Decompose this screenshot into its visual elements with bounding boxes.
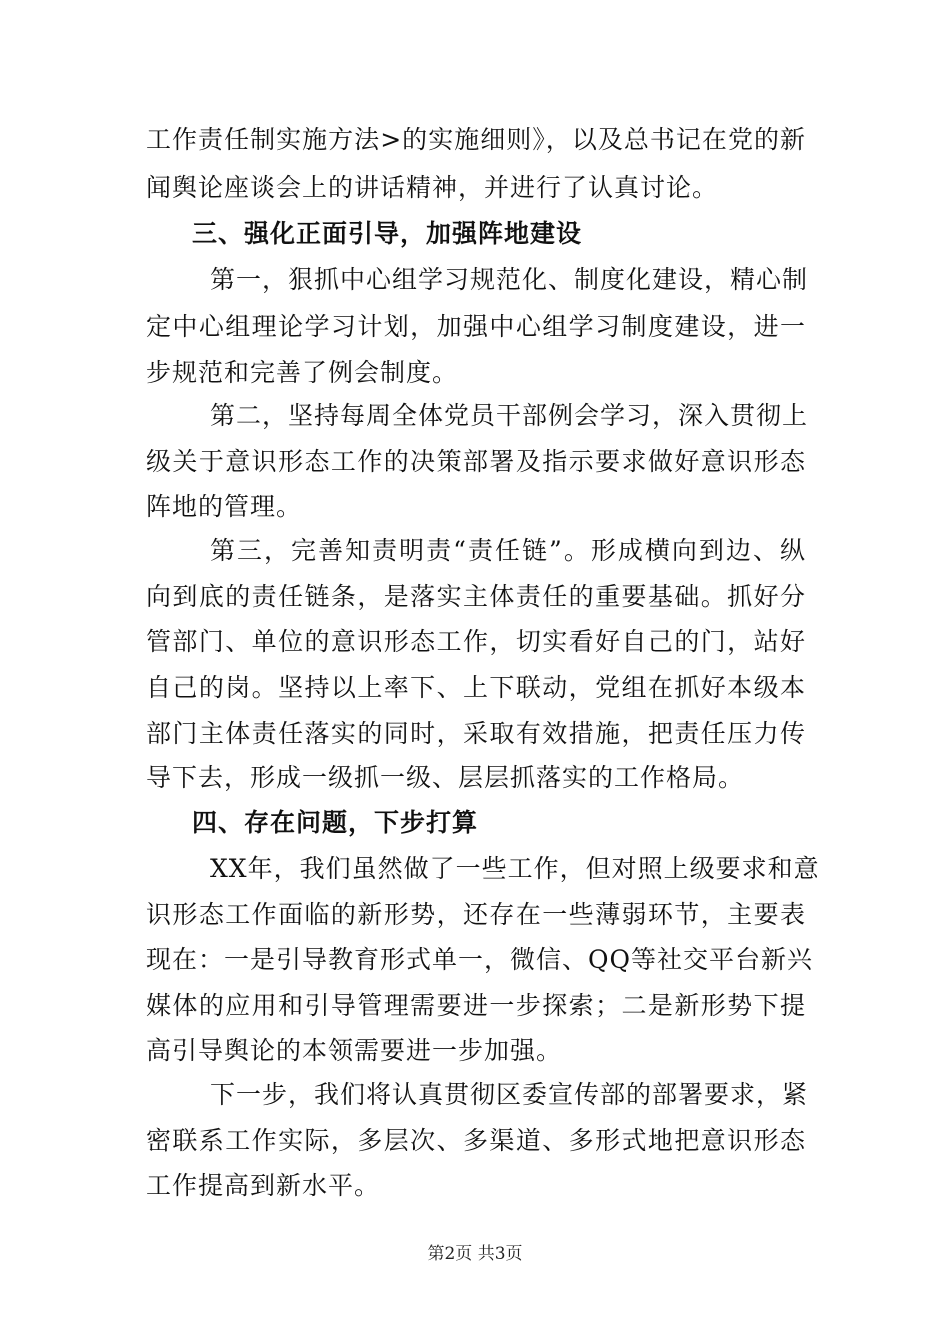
body-text-line: 阵地的管理。	[146, 492, 303, 521]
body-text-line: 工作责任制实施方法>的实施细则》，以及总书记在党的新	[146, 125, 806, 154]
body-text-line: 管部门、单位的意识形态工作，切实看好自己的门，站好	[146, 627, 806, 656]
body-text-line: 步规范和完善了例会制度。	[146, 358, 459, 387]
page-number-footer: 第2页 共3页	[427, 1244, 523, 1264]
body-text-line: 媒体的应用和引导管理需要进一步探索；二是新形势下提	[146, 991, 806, 1020]
body-text-line: 现在：一是引导教育形式单一，微信、QQ等社交平台新兴	[146, 945, 813, 974]
body-text-line: 密联系工作实际，多层次、多渠道、多形式地把意识形态	[146, 1126, 806, 1155]
body-text-line: 第一，狠抓中心组学习规范化、制度化建设，精心制	[210, 265, 809, 294]
body-text-line: 工作提高到新水平。	[146, 1171, 381, 1200]
section-heading-4: 四、存在问题，下步打算	[192, 808, 479, 837]
body-text-line: 下一步，我们将认真贯彻区委宣传部的部署要求，紧	[210, 1080, 809, 1109]
section-heading-3: 三、强化正面引导，加强阵地建设	[192, 219, 583, 248]
body-text-line: 级关于意识形态工作的决策部署及指示要求做好意识形态	[146, 447, 806, 476]
body-text-line: 定中心组理论学习计划，加强中心组学习制度建设，进一	[146, 312, 806, 341]
body-text-line: 识形态工作面临的新形势，还存在一些薄弱环节，主要表	[146, 900, 806, 929]
body-text-line: 闻舆论座谈会上的讲话精神，并进行了认真讨论。	[146, 173, 719, 202]
body-text-line: 部门主体责任落实的同时，采取有效措施，把责任压力传	[146, 719, 806, 748]
body-text-line: 第二，坚持每周全体党员干部例会学习，深入贯彻上	[210, 401, 809, 430]
body-text-line: 第三，完善知责明责“责任链”。形成横向到边、纵	[210, 536, 806, 565]
body-text-line: 自己的岗。坚持以上率下、上下联动，党组在抓好本级本	[146, 673, 806, 702]
body-text-line: 高引导舆论的本领需要进一步加强。	[146, 1036, 563, 1065]
body-text-line: XX年，我们虽然做了一些工作，但对照上级要求和意	[210, 854, 820, 883]
body-text-line: 导下去，形成一级抓一级、层层抓落实的工作格局。	[146, 763, 745, 792]
body-text-line: 向到底的责任链条，是落实主体责任的重要基础。抓好分	[146, 582, 806, 611]
